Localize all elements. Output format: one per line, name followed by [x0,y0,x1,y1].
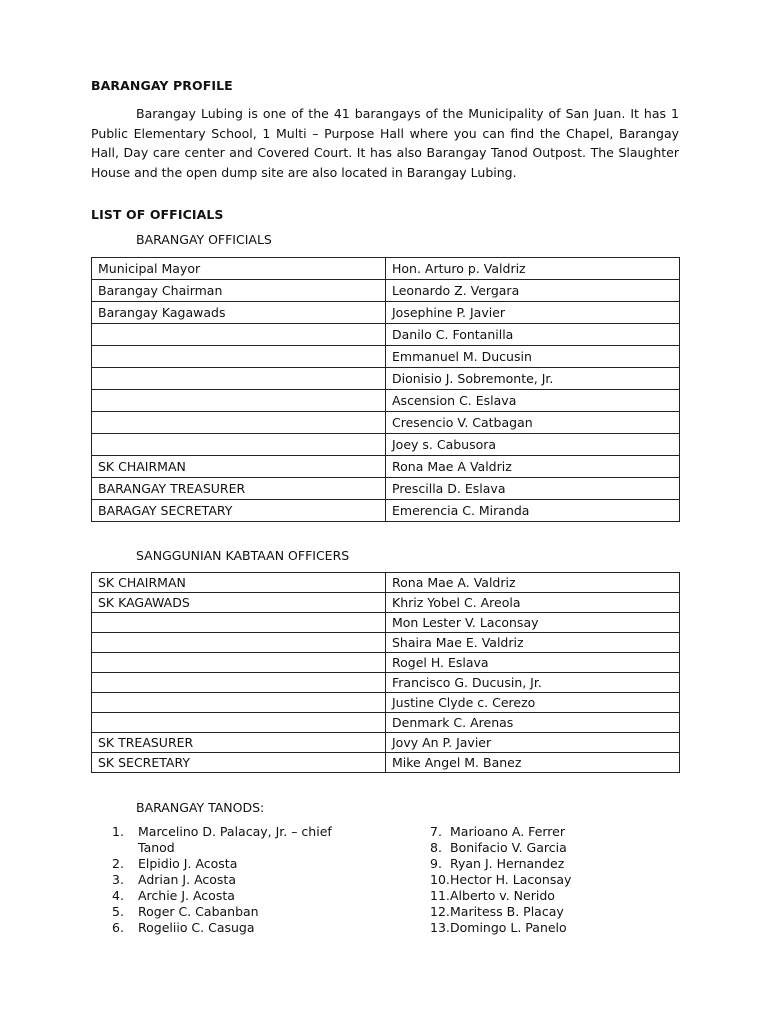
sk-officers-table [91,572,680,773]
list-number: 1. [112,824,124,839]
official-name-cell: Joey s. Cabusora [386,434,680,456]
list-item [112,856,372,872]
table-row [92,302,680,324]
official-name-cell: Emmanuel M. Ducusin [386,346,680,368]
position-cell [92,346,386,368]
position-cell [92,613,386,633]
list-item [112,920,372,936]
official-name-cell: Josephine P. Javier [386,302,680,324]
list-item [430,824,650,840]
list-number: 2. [112,856,124,871]
table-row [92,456,680,478]
official-name-cell: Cresencio V. Catbagan [386,412,680,434]
sk-officers-title: SANGGUNIAN KABTAAN OFFICERS [136,548,350,563]
position-cell [92,390,386,412]
position-cell [92,434,386,456]
table-row [92,280,680,302]
table-row [92,368,680,390]
position-cell: Barangay Chairman [92,280,386,302]
list-number: 7. [430,824,442,839]
list-number: 12. [430,904,450,919]
list-item [430,904,650,920]
official-name-cell: Rogel H. Eslava [386,653,680,673]
tanod-name: Maritess B. Placay [450,904,564,919]
position-cell [92,713,386,733]
position-cell [92,412,386,434]
table-row [92,434,680,456]
table-row [92,390,680,412]
official-name-cell: Justine Clyde c. Cerezo [386,693,680,713]
table-row [92,713,680,733]
profile-paragraph-text: Barangay Lubing is one of the 41 barangays of the Municipality of San Juan. It has 1 Public Elementary School, 1 Multi – Purpose Hall where you can find the Chapel, Barangay Hall, Day care center and Covered Court. It has also Barangay Tanod Outpost. The Slaughter House and the open dump site are also located in Barangay Lubing. [91,106,679,180]
table-row [92,733,680,753]
tanod-name: Ryan J. Hernandez [450,856,565,871]
tanod-name: Adrian J. Acosta [138,872,236,887]
position-cell [92,633,386,653]
list-number: 13. [430,920,450,935]
position-cell [92,673,386,693]
list-of-officials-heading: LIST OF OFFICIALS [91,207,224,222]
table-row [92,593,680,613]
tanod-name: Roger C. Cabanban [138,904,259,919]
list-number: 11. [430,888,450,903]
profile-paragraph [91,104,679,182]
official-name-cell: Francisco G. Ducusin, Jr. [386,673,680,693]
list-item [430,920,650,936]
list-number: 4. [112,888,124,903]
barangay-officials-table [91,257,680,522]
list-item [430,840,650,856]
table-row [92,673,680,693]
list-number: 6. [112,920,124,935]
table-row [92,693,680,713]
table-row [92,653,680,673]
table-row [92,412,680,434]
official-name-cell: Khriz Yobel C. Areola [386,593,680,613]
tanods-list-left [112,824,372,936]
official-name-cell: Danilo C. Fontanilla [386,324,680,346]
position-cell: SK KAGAWADS [92,593,386,613]
tanod-name: Marcelino D. Palacay, Jr. – chief Tanod [138,824,332,855]
position-cell: BARAGAY SECRETARY [92,500,386,522]
sk-officers-body [92,573,680,773]
tanod-name: Bonifacio V. Garcia [450,840,567,855]
position-cell [92,653,386,673]
tanod-name: Alberto v. Nerido [450,888,555,903]
official-name-cell: Mon Lester V. Laconsay [386,613,680,633]
official-name-cell: Jovy An P. Javier [386,733,680,753]
table-row [92,478,680,500]
official-name-cell: Ascension C. Eslava [386,390,680,412]
barangay-officials-body [92,258,680,522]
list-item [112,904,372,920]
table-row [92,324,680,346]
table-row [92,573,680,593]
position-cell: SK TREASURER [92,733,386,753]
list-item [430,872,650,888]
barangay-profile-heading: BARANGAY PROFILE [91,78,233,93]
table-row [92,613,680,633]
official-name-cell: Mike Angel M. Banez [386,753,680,773]
list-item [112,888,372,904]
list-number: 5. [112,904,124,919]
list-item [430,856,650,872]
list-item [112,872,372,888]
list-number: 10. [430,872,450,887]
position-cell: SK CHAIRMAN [92,573,386,593]
official-name-cell: Shaira Mae E. Valdriz [386,633,680,653]
list-number: 9. [430,856,442,871]
tanod-name: Domingo L. Panelo [450,920,567,935]
official-name-cell: Hon. Arturo p. Valdriz [386,258,680,280]
list-number: 3. [112,872,124,887]
table-row [92,753,680,773]
table-row [92,500,680,522]
official-name-cell: Leonardo Z. Vergara [386,280,680,302]
table-row [92,633,680,653]
barangay-officials-title: BARANGAY OFFICIALS [136,232,272,247]
position-cell: SK CHAIRMAN [92,456,386,478]
table-row [92,346,680,368]
official-name-cell: Rona Mae A Valdriz [386,456,680,478]
position-cell [92,693,386,713]
list-item [430,888,650,904]
position-cell: BARANGAY TREASURER [92,478,386,500]
tanod-name: Rogeliio C. Casuga [138,920,255,935]
position-cell [92,368,386,390]
position-cell [92,324,386,346]
tanods-list-right [430,824,650,936]
official-name-cell: Denmark C. Arenas [386,713,680,733]
table-row [92,258,680,280]
list-item [112,824,372,856]
tanod-name: Elpidio J. Acosta [138,856,238,871]
official-name-cell: Dionisio J. Sobremonte, Jr. [386,368,680,390]
tanod-name: Archie J. Acosta [138,888,235,903]
official-name-cell: Emerencia C. Miranda [386,500,680,522]
position-cell: SK SECRETARY [92,753,386,773]
barangay-tanods-title: BARANGAY TANODS: [136,800,265,815]
tanod-name: Marioano A. Ferrer [450,824,565,839]
tanod-name: Hector H. Laconsay [450,872,572,887]
position-cell: Municipal Mayor [92,258,386,280]
official-name-cell: Rona Mae A. Valdriz [386,573,680,593]
position-cell: Barangay Kagawads [92,302,386,324]
list-number: 8. [430,840,442,855]
official-name-cell: Prescilla D. Eslava [386,478,680,500]
